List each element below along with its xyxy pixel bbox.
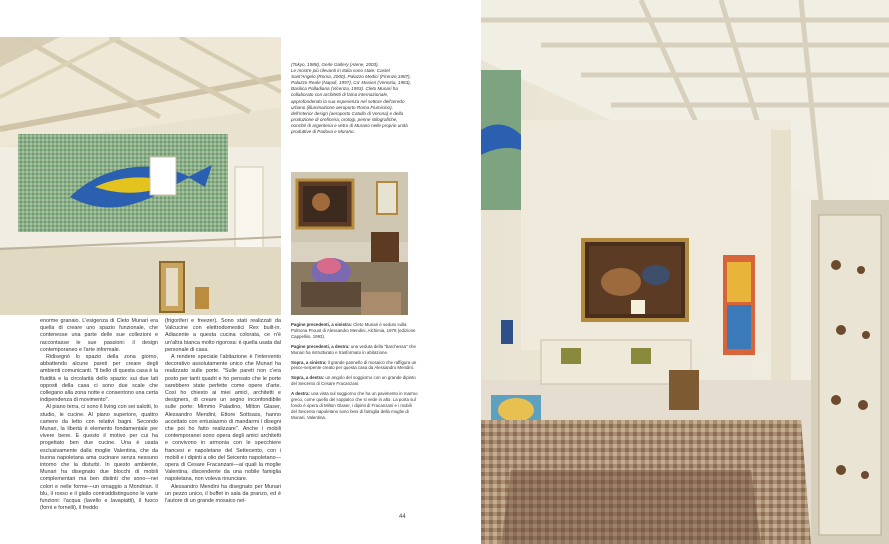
photo-caption xyxy=(291,375,418,387)
photo-caption xyxy=(291,344,418,356)
body-column-1 xyxy=(40,318,158,512)
page-gutter xyxy=(445,0,481,544)
photo-caption xyxy=(291,391,418,421)
body-paragraph: Ridisegnò lo spazio della zona giorno, abbattendo alcune pareti per creare degli ambienti comunicanti. "Il bello di questa casa è la fluidità e la circolarità dello spazio: sui due lati opposti della casa ci sono due scale che collegano alla zona notte e consentono una certa indipendenza di movimento". xyxy=(40,354,158,404)
living-room-illustration xyxy=(481,0,889,544)
caption-text: Cleto Munari è seduto sulla Poltrona Proust di Alessandro Mendini, Alchimia, 1978 (edizione Cappellini, 1993). xyxy=(291,322,416,339)
living-room-photo xyxy=(481,0,889,544)
caption-label: A destra: xyxy=(291,391,310,397)
photo-caption xyxy=(291,360,418,372)
living-room-corner-illustration xyxy=(291,172,408,315)
photo-caption xyxy=(291,322,418,340)
page-number: 44 xyxy=(399,514,406,520)
caption-text: una vista sul soggiorno che ha un pavimento in marmo greco, come quello del soppalco che si vede in alto. La porta sul fondo è opera di Milton Glaser, i dipinti di Fracanzani e i mobili del Seicento napoletano sono beni di famiglia della moglie di Munari, Valentina. xyxy=(291,391,418,420)
caption-text: il grande pannello di mosaico che raffigura un pesce-serpente creato per questa casa da Alessandro Mendini. xyxy=(291,359,417,371)
caption-text: un angolo del soggiorno con un grande dipinto del Seicento di Cesare Fracanzani. xyxy=(291,375,416,387)
exhibitions-caption xyxy=(291,62,411,135)
caption-line: Le mostre più rilevanti in Italia sono state: Castel Sant'Angelo (Roma, 2000), Palazzo Medici (Firenze,1987), Palazzo Reale (Napoli, 1997), Ca' Masieri (Venezia, 1983), Basilica Palladiana (Vicenza, 1993). Cleto Munari ha collaborato con architetti di fama internazionale, approfondendo la sua esperienza nel settore dell'arredo urbano (illuminazione aeroporto Roma Fiumicino), dell'interior design (aeroporto Catullo di Verona) e della produzione di oreficeria, orologi, penne stilografiche, nonché di argenteria e vetro di Murano nelle proprie unità produttive di Padova e Murano. xyxy=(291,68,411,135)
mosaic-room-photo xyxy=(0,37,281,315)
caption-label: Pagine precedenti, a sinistra: xyxy=(291,322,353,327)
caption-label: Sopra, a destra: xyxy=(291,375,325,381)
photo-captions xyxy=(291,322,418,425)
caption-label: Sopra, a sinistra: xyxy=(291,359,327,365)
body-column-2 xyxy=(165,318,281,505)
body-paragraph: A rendere speciale l'abitazione è l'intervento decorativo assolutamente unico che Munari ha realizzato sulle porte. "Sulle pareti non c'era posto per tanti quadri e ho pensato che le porte sarebbero state perfette come opere d'arte. Così ho chiesto ai miei amici, architetti e designers, di creare un segno inconfondibile sulle porte: Mimmo Paladino, Milton Glaser, Alessandro Mendini, Ettore Sottsass, hanno accettato con entusiasmo di mandarmi i disegni che poi ho fatto realizzare". Anche i mobili contemporanei sono opera degli amici architetti e convivono in armonia con le specchiere francesi e napoletane del Settecento, con i mobili e i dipinti a olio del Seicento napoletano—opera di Cesare Fracanzani—ai quali la moglie Valentina, discendente da una nobile famiglia napoletana, non voleva rinunciare. xyxy=(165,354,281,483)
body-paragraph: Al piano terra, ci sono il living con sei salotti, lo studio, le cucine. Al piano superiore, quattro camere da letto con relativi bagni. Secondo Munari, la libertà è elemento fondamentale per vivere bene. E questo il motivo per cui ha progettato ben due cucine. Una è usata esclusivamente dalla moglie Valentina, che da buona napoletana ama cucinare senza nessuno intorno che la disturbi. In questo ambiente, Munari ha disegnato due blocchi di mobili complementari ma ben distinti che sono—nei colori e nelle forme—un omaggio a Mondrian. Il blu, il rosso e il giallo contraddistinguono le varie funzioni: l'acqua (lavello e lavapiatti), il fuoco (forni e fornelli), il freddo xyxy=(40,404,158,512)
body-paragraph: Alessandro Mendini ha disegnato per Munari un pezzo unico, il buffet in sala da pranzo, ed è l'autore di un grande mosaico nel- xyxy=(165,483,281,505)
caption-label: Pagine precedenti, a destra: xyxy=(291,343,350,349)
caption-line: (Tokyo, 1988), Gerle Gallery (Atene, 2003). xyxy=(291,62,379,67)
mosaic-room-illustration xyxy=(0,37,281,315)
caption-text: una veduta della "barchessa" che Munari ha ristrutturato e trasformato in abitazione. xyxy=(291,343,416,355)
body-paragraph: enorme granaio. L'esigenza di Cleto Munari era quella di creare uno spazio funzionale, che contenesse una parte delle sue collezioni e raccontasse le sue passioni: il design contemporaneo e l'arte informale. xyxy=(40,318,158,353)
body-paragraph: (frigoriferi e freezer). Sono stati realizzati da Valcucine con elettrodomestici Rex built-in. Adiacente a questa cucina colorata, ce n'è un'altra bianca molto rigorosa: è quella usata dal personale di casa. xyxy=(165,318,281,353)
living-room-corner-photo xyxy=(291,172,408,315)
